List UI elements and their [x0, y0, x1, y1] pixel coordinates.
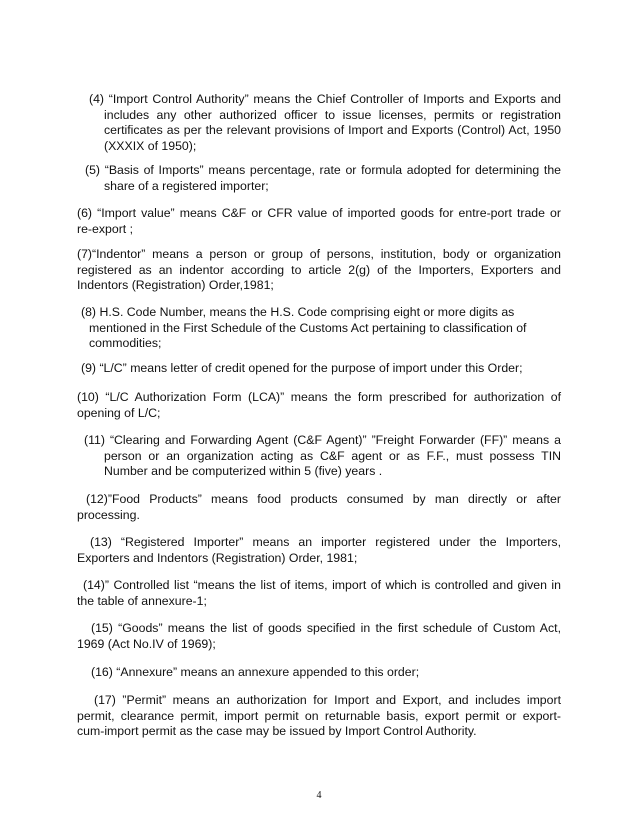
definition-line: 1969 (Act No.IV of 1969);: [77, 636, 216, 651]
definition-line: (10) “L/C Authorization Form (LCA)” means the form prescribed for authorization of: [77, 390, 561, 404]
definition-5: [77, 163, 561, 194]
definition-line: the table of annexure-1;: [77, 593, 207, 608]
definition-line: (13) “Registered Importer” means an importer registered under the Importers,: [90, 535, 561, 549]
definition-6: [77, 206, 561, 237]
definition-line: (17) ”Permit” means an authorization for Import and Export, and includes import: [94, 693, 561, 707]
definition-line: (6) “Import value” means C&F or CFR value of imported goods for entre-port trade or: [77, 206, 561, 220]
definition-16: [77, 665, 561, 681]
definition-line: (9) “L/C” means letter of credit opened for the purpose of import under this Order;: [81, 361, 523, 375]
definition-9: [77, 361, 561, 377]
definition-line: (15) “Goods” means the list of goods specified in the first schedule of Custom Act,: [91, 621, 561, 635]
definition-line: certificates as per the relevant provisions of Import and Exports (Control) Act, 1950: [104, 123, 561, 138]
definition-line: (11) “Clearing and Forwarding Agent (C&F Agent)” ”Freight Forwarder (FF)” means a: [84, 433, 561, 447]
definition-line: (16) “Annexure” means an annexure appended to this order;: [91, 665, 420, 679]
definition-line: opening of L/C;: [77, 405, 161, 420]
definition-7: [77, 247, 561, 294]
definition-15: [77, 621, 561, 652]
definition-4: [77, 92, 561, 154]
definition-line: (12)”Food Products” means food products consumed by man directly or after: [86, 492, 561, 506]
definition-line: (8) H.S. Code Number, means the H.S. Code comprising eight or more digits as: [81, 305, 515, 319]
definition-line: Exporters and Indentors (Registration) Order, 1981;: [77, 550, 358, 565]
definition-line: mentioned in the First Schedule of the Customs Act pertaining to classification of: [89, 320, 527, 335]
page-number: 4: [316, 790, 322, 801]
definition-line: (4) “Import Control Authority” means the Chief Controller of Imports and Exports and: [89, 92, 561, 106]
definition-10: [77, 390, 561, 421]
definition-line: processing.: [77, 507, 140, 522]
definition-line: share of a registered importer;: [104, 178, 269, 193]
definition-8: [77, 305, 561, 352]
definition-line: (7)“Indentor” means a person or group of persons, institution, body or organization: [77, 247, 561, 261]
definition-line: person or an organization acting as C&F agent or as F.F., must possess TIN: [104, 448, 561, 463]
definition-line: (XXXIX of 1950);: [104, 138, 197, 153]
definition-line: Indentors (Registration) Order,1981;: [77, 278, 274, 293]
definition-11: [77, 433, 561, 480]
definition-line: Number and be computerized within 5 (five) years .: [104, 464, 383, 479]
definition-line: permit, clearance permit, import permit on returnable basis, export permit or export-: [77, 708, 561, 723]
definition-line: (5) “Basis of Imports” means percentage, rate or formula adopted for determining the: [85, 163, 561, 177]
definition-13: [77, 535, 561, 566]
definition-line: registered as an indentor according to article 2(g) of the Importers, Exporters and: [77, 262, 561, 277]
definition-12: [77, 492, 561, 523]
definition-line: re-export ;: [77, 221, 134, 236]
definition-line: cum-import permit as the case may be issued by Import Control Authority.: [77, 724, 477, 739]
definition-14: [77, 578, 561, 609]
definition-line: (14)” Controlled list “means the list of items, import of which is controlled and given in: [83, 578, 561, 592]
definition-line: includes any other authorized officer to issue licenses, permits or registration: [104, 107, 561, 122]
definition-line: commodities;: [89, 336, 162, 351]
definition-17: [77, 693, 561, 740]
